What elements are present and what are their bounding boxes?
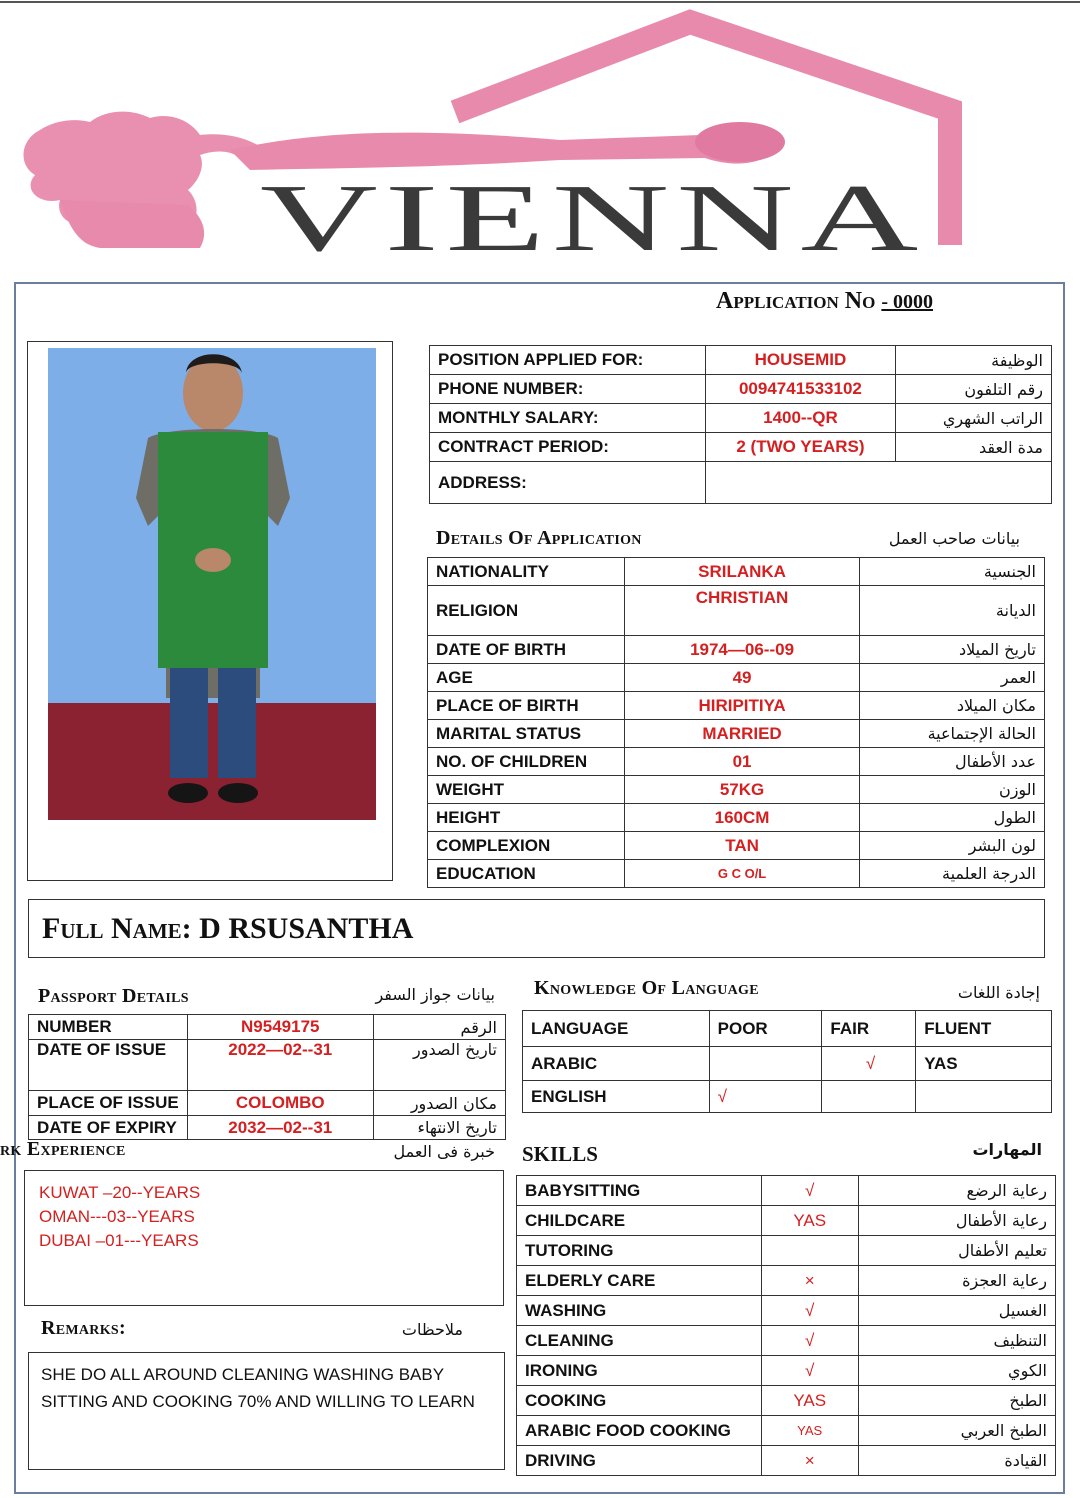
table-row: [430, 433, 1052, 462]
skill-value: √: [761, 1356, 858, 1386]
skill-label-ar: رعاية العجزة: [858, 1266, 1055, 1296]
table-row: [523, 1011, 1052, 1047]
passport-label: DATE OF ISSUE: [29, 1040, 188, 1091]
address-value: [705, 462, 1051, 504]
skill-label-ar: الطبخ: [858, 1386, 1055, 1416]
details-label: PLACE OF BIRTH: [428, 692, 625, 720]
language-name: ARABIC: [523, 1047, 710, 1081]
table-row: [29, 1015, 506, 1040]
details-title-ar: بيانات صاحب العمل: [888, 529, 1020, 548]
table-row: [430, 375, 1052, 404]
skill-value: [761, 1236, 858, 1266]
details-title: Details Of Application: [436, 527, 642, 549]
details-label-ar: الوزن: [860, 776, 1045, 804]
skill-label-ar: القيادة: [858, 1446, 1055, 1476]
passport-title: Passport Details: [38, 985, 189, 1007]
table-row: [428, 804, 1045, 832]
details-value: TAN: [624, 832, 859, 860]
passport-value: COLOMBO: [187, 1091, 373, 1116]
table-row: [517, 1296, 1056, 1326]
table-row: [428, 720, 1045, 748]
table-row: [517, 1266, 1056, 1296]
details-label: RELIGION: [428, 586, 625, 636]
details-value: 160CM: [624, 804, 859, 832]
skill-value: YAS: [761, 1206, 858, 1236]
table-row: [428, 860, 1045, 888]
details-label-ar: مكان الميلاد: [860, 692, 1045, 720]
application-number-label: Application No: [716, 288, 876, 314]
skill-value: ×: [761, 1446, 858, 1476]
details-label-ar: الديانة: [860, 586, 1045, 636]
table-row: [517, 1416, 1056, 1446]
skill-label: ARABIC FOOD COOKING: [517, 1416, 762, 1446]
vienna-logo: [0, 0, 1080, 270]
language-header: FAIR: [822, 1011, 916, 1047]
details-value: 49: [624, 664, 859, 692]
skill-value: YAS: [761, 1386, 858, 1416]
salary-label: MONTHLY SALARY:: [430, 404, 706, 433]
passport-label-ar: الرقم: [373, 1015, 505, 1040]
remarks-title-ar: ملاحظات: [401, 1320, 463, 1339]
logo-duster: [695, 122, 785, 162]
passport-title-ar: بيانات جواز السفر: [375, 985, 495, 1004]
details-value: G C O/L: [624, 860, 859, 888]
passport-label-ar: تاريخ الانتهاء: [373, 1116, 505, 1140]
language-header: LANGUAGE: [523, 1011, 710, 1047]
details-label-ar: الدرجة العلمية: [860, 860, 1045, 888]
passport-label-ar: مكان الصدور: [373, 1091, 505, 1116]
details-label: WEIGHT: [428, 776, 625, 804]
skill-label: DRIVING: [517, 1446, 762, 1476]
table-row: [428, 832, 1045, 860]
table-row: [430, 346, 1052, 375]
full-name-value: D RSUSANTHA: [199, 912, 414, 945]
skill-label-ar: الغسيل: [858, 1296, 1055, 1326]
language-fair: [822, 1081, 916, 1113]
skill-label: WASHING: [517, 1296, 762, 1326]
work-line: KUWAT –20--YEARS: [39, 1183, 201, 1202]
skill-value: √: [761, 1176, 858, 1206]
table-row: [523, 1047, 1052, 1081]
table-row: [430, 462, 1052, 504]
table-row: [517, 1206, 1056, 1236]
candidate-photo-frame: [27, 341, 393, 881]
skill-label: IRONING: [517, 1356, 762, 1386]
passport-label: NUMBER: [29, 1015, 188, 1040]
details-value: 57KG: [624, 776, 859, 804]
position-label: POSITION APPLIED FOR:: [430, 346, 706, 375]
details-value: MARRIED: [624, 720, 859, 748]
language-fluent: YAS: [916, 1047, 1052, 1081]
language-fluent: [916, 1081, 1052, 1113]
skill-label-ar: الطبخ العربي: [858, 1416, 1055, 1446]
table-row: [517, 1386, 1056, 1416]
skill-label-ar: الكوي: [858, 1356, 1055, 1386]
details-label: NO. OF CHILDREN: [428, 748, 625, 776]
details-label-ar: الجنسية: [860, 558, 1045, 586]
language-name: ENGLISH: [523, 1081, 710, 1113]
contract-label: CONTRACT PERIOD:: [430, 433, 706, 462]
skill-value: √: [761, 1296, 858, 1326]
passport-value: N9549175: [187, 1015, 373, 1040]
details-label-ar: تاريخ الميلاد: [860, 636, 1045, 664]
remarks-box: [28, 1352, 505, 1470]
table-row: [428, 692, 1045, 720]
details-label-ar: عدد الأطفال: [860, 748, 1045, 776]
work-title: rk Experience: [0, 1138, 126, 1160]
table-row: [430, 404, 1052, 433]
skill-value: √: [761, 1326, 858, 1356]
language-title-ar: إجادة اللغات: [957, 983, 1040, 1002]
skill-value: YAS: [761, 1416, 858, 1446]
skill-label-ar: التنظيف: [858, 1326, 1055, 1356]
remarks-title: Remarks:: [41, 1317, 126, 1339]
phone-value: 0094741533102: [705, 375, 896, 404]
skill-label: BABYSITTING: [517, 1176, 762, 1206]
passport-label-ar: تاريخ الصدور: [373, 1040, 505, 1091]
skill-label-ar: رعاية الرضع: [858, 1176, 1055, 1206]
skill-value: ×: [761, 1266, 858, 1296]
skill-label: COOKING: [517, 1386, 762, 1416]
language-fair: √: [822, 1047, 916, 1081]
details-label: MARITAL STATUS: [428, 720, 625, 748]
table-row: [428, 558, 1045, 586]
phone-label: PHONE NUMBER:: [430, 375, 706, 404]
position-table: [429, 345, 1052, 504]
details-value: CHRISTIAN: [624, 586, 859, 636]
candidate-photo: [48, 348, 376, 820]
skill-label: ELDERLY CARE: [517, 1266, 762, 1296]
skill-label: TUTORING: [517, 1236, 762, 1266]
work-line: OMAN---03--YEARS: [39, 1207, 195, 1226]
passport-table: [28, 1014, 506, 1140]
passport-value: 2032—02--31: [187, 1116, 373, 1140]
remarks-line: SITTING AND COOKING 70% AND WILLING TO LEARN: [41, 1392, 475, 1411]
table-row: [428, 776, 1045, 804]
position-value: HOUSEMID: [705, 346, 896, 375]
application-number-value: - 0000: [881, 291, 934, 313]
table-row: [29, 1040, 506, 1091]
full-name: [42, 912, 413, 946]
passport-value: 2022—02--31: [187, 1040, 373, 1091]
skills-title-ar: المهارات: [972, 1140, 1042, 1159]
skill-label-ar: رعاية الأطفال: [858, 1206, 1055, 1236]
salary-value: 1400--QR: [705, 404, 896, 433]
passport-label: PLACE OF ISSUE: [29, 1091, 188, 1116]
details-label-ar: الحالة الإجتماعية: [860, 720, 1045, 748]
language-table: [522, 1010, 1052, 1113]
language-header: POOR: [709, 1011, 822, 1047]
table-row: [428, 664, 1045, 692]
full-name-label: Full Name:: [42, 912, 192, 945]
work-experience-box: [24, 1170, 504, 1306]
details-label: COMPLEXION: [428, 832, 625, 860]
language-poor: √: [709, 1081, 822, 1113]
passport-label: DATE OF EXPIRY: [29, 1116, 188, 1140]
position-label-ar: الوظيفة: [896, 346, 1052, 375]
remarks-line: SHE DO ALL AROUND CLEANING WASHING BABY: [41, 1365, 445, 1384]
details-label: EDUCATION: [428, 860, 625, 888]
work-title-ar: خبرة فى العمل: [393, 1142, 495, 1161]
logo-wordmark: VIENNA: [260, 164, 925, 270]
table-row: [523, 1081, 1052, 1113]
details-value: HIRIPITIYA: [624, 692, 859, 720]
details-label-ar: الطول: [860, 804, 1045, 832]
address-label: ADDRESS:: [430, 462, 706, 504]
skill-label: CHILDCARE: [517, 1206, 762, 1236]
details-value: 1974—06--09: [624, 636, 859, 664]
skill-label-ar: تعليم الأطفال: [858, 1236, 1055, 1266]
phone-label-ar: رقم التلفون: [896, 375, 1052, 404]
details-table: [427, 557, 1045, 888]
contract-value: 2 (TWO YEARS): [705, 433, 896, 462]
table-row: [428, 636, 1045, 664]
table-row: [29, 1091, 506, 1116]
application-number: [716, 288, 933, 315]
details-label: HEIGHT: [428, 804, 625, 832]
contract-label-ar: مدة العقد: [896, 433, 1052, 462]
language-header: FLUENT: [916, 1011, 1052, 1047]
skill-label: CLEANING: [517, 1326, 762, 1356]
table-row: [517, 1356, 1056, 1386]
details-label: AGE: [428, 664, 625, 692]
table-row: [517, 1176, 1056, 1206]
skills-title: SKILLS: [522, 1142, 598, 1166]
details-label: NATIONALITY: [428, 558, 625, 586]
table-row: [428, 586, 1045, 636]
details-value: 01: [624, 748, 859, 776]
table-row: [517, 1236, 1056, 1266]
table-row: [517, 1326, 1056, 1356]
table-row: [29, 1116, 506, 1140]
details-value: SRILANKA: [624, 558, 859, 586]
work-line: DUBAI –01---YEARS: [39, 1231, 199, 1250]
language-poor: [709, 1047, 822, 1081]
skills-table: [516, 1175, 1056, 1476]
salary-label-ar: الراتب الشهري: [896, 404, 1052, 433]
details-label-ar: لون البشر: [860, 832, 1045, 860]
table-row: [517, 1446, 1056, 1476]
details-label: DATE OF BIRTH: [428, 636, 625, 664]
details-label-ar: العمر: [860, 664, 1045, 692]
language-title: Knowledge Of Language: [534, 977, 759, 999]
table-row: [428, 748, 1045, 776]
